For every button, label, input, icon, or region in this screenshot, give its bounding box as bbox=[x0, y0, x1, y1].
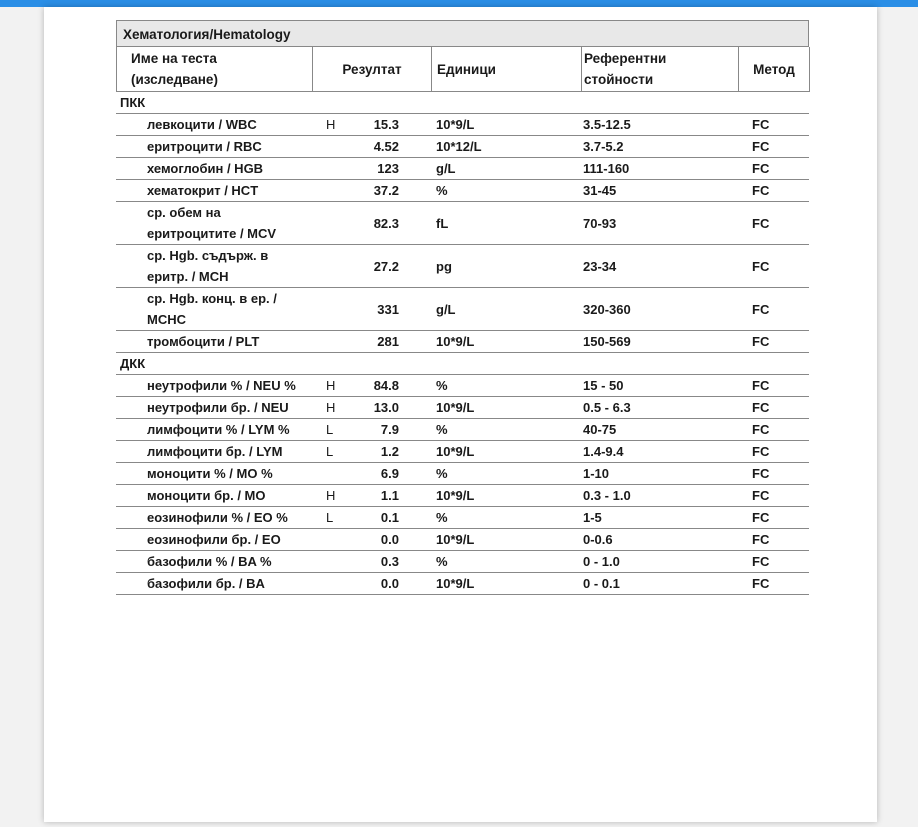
reference-cell: 23-34 bbox=[581, 245, 738, 288]
reference-cell: 40-75 bbox=[581, 419, 738, 441]
result-cell: 6.9 bbox=[352, 463, 431, 485]
unit-cell: % bbox=[431, 180, 581, 202]
test-name-cell: тромбоцити / PLT bbox=[116, 331, 312, 353]
test-name-cell: базофили бр. / BA bbox=[116, 573, 312, 595]
unit-cell: pg bbox=[431, 245, 581, 288]
result-cell: 1.1 bbox=[352, 485, 431, 507]
unit-cell: % bbox=[431, 419, 581, 441]
flag-cell bbox=[312, 463, 352, 485]
flag-cell bbox=[312, 529, 352, 551]
flag-cell bbox=[312, 202, 352, 245]
method-cell: FC bbox=[738, 245, 809, 288]
method-cell: FC bbox=[738, 463, 809, 485]
table-row bbox=[116, 158, 809, 180]
table-row bbox=[116, 419, 809, 441]
table-row bbox=[116, 331, 809, 353]
table-row bbox=[116, 397, 809, 419]
report-title: Хематология/Hematology bbox=[116, 20, 809, 47]
table-row bbox=[116, 529, 809, 551]
table-row bbox=[116, 573, 809, 595]
result-cell: 0.0 bbox=[352, 529, 431, 551]
result-cell: 0.1 bbox=[352, 507, 431, 529]
unit-cell: 10*9/L bbox=[431, 573, 581, 595]
flag-cell bbox=[312, 573, 352, 595]
result-cell: 0.3 bbox=[352, 551, 431, 573]
unit-cell: g/L bbox=[431, 158, 581, 180]
table-row bbox=[116, 463, 809, 485]
unit-cell: % bbox=[431, 375, 581, 397]
unit-cell: 10*9/L bbox=[431, 114, 581, 136]
reference-cell: 1.4-9.4 bbox=[581, 441, 738, 463]
method-cell: FC bbox=[738, 507, 809, 529]
unit-cell: 10*9/L bbox=[431, 441, 581, 463]
table-row bbox=[116, 441, 809, 463]
header-units: Единици bbox=[432, 47, 582, 92]
unit-cell: 10*12/L bbox=[431, 136, 581, 158]
result-cell: 4.52 bbox=[352, 136, 431, 158]
header-test-name: Име на теста (изследване) bbox=[117, 47, 313, 92]
reference-cell: 70-93 bbox=[581, 202, 738, 245]
flag-cell: L bbox=[312, 441, 352, 463]
test-name-cell: ср. обем на еритроцитите / MCV bbox=[116, 202, 312, 245]
test-name-cell: неутрофили % / NEU % bbox=[116, 375, 312, 397]
flag-cell bbox=[312, 288, 352, 331]
result-cell: 15.3 bbox=[352, 114, 431, 136]
flag-cell bbox=[312, 136, 352, 158]
flag-cell bbox=[312, 158, 352, 180]
test-name-cell: ср. Hgb. съдърж. в еритр. / MCH bbox=[116, 245, 312, 288]
result-cell: 281 bbox=[352, 331, 431, 353]
table-row bbox=[116, 136, 809, 158]
method-cell: FC bbox=[738, 485, 809, 507]
method-cell: FC bbox=[738, 136, 809, 158]
table-row bbox=[116, 202, 809, 245]
flag-cell bbox=[312, 180, 352, 202]
results-table bbox=[116, 92, 809, 595]
column-headers bbox=[116, 47, 810, 92]
test-name-cell: еозинофили бр. / EO bbox=[116, 529, 312, 551]
test-name-cell: лимфоцити бр. / LYM bbox=[116, 441, 312, 463]
table-row bbox=[116, 180, 809, 202]
flag-cell: H bbox=[312, 114, 352, 136]
reference-cell: 0 - 1.0 bbox=[581, 551, 738, 573]
flag-cell: H bbox=[312, 485, 352, 507]
result-cell: 37.2 bbox=[352, 180, 431, 202]
result-cell: 0.0 bbox=[352, 573, 431, 595]
method-cell: FC bbox=[738, 529, 809, 551]
table-row bbox=[116, 245, 809, 288]
test-name-cell: ср. Hgb. конц. в ер. / MCHC bbox=[116, 288, 312, 331]
result-cell: 82.3 bbox=[352, 202, 431, 245]
test-name-cell: моноцити бр. / MO bbox=[116, 485, 312, 507]
unit-cell: g/L bbox=[431, 288, 581, 331]
table-row bbox=[116, 114, 809, 136]
method-cell: FC bbox=[738, 114, 809, 136]
result-cell: 7.9 bbox=[352, 419, 431, 441]
unit-cell: 10*9/L bbox=[431, 397, 581, 419]
method-cell: FC bbox=[738, 288, 809, 331]
flag-cell: L bbox=[312, 507, 352, 529]
flag-cell bbox=[312, 245, 352, 288]
result-cell: 84.8 bbox=[352, 375, 431, 397]
reference-cell: 150-569 bbox=[581, 331, 738, 353]
table-row bbox=[116, 507, 809, 529]
reference-cell: 3.5-12.5 bbox=[581, 114, 738, 136]
top-accent-bar bbox=[0, 0, 918, 7]
table-row bbox=[116, 485, 809, 507]
section-label: ПКК bbox=[116, 92, 809, 114]
test-name-cell: левкоцити / WBC bbox=[116, 114, 312, 136]
flag-cell: H bbox=[312, 375, 352, 397]
reference-cell: 0 - 0.1 bbox=[581, 573, 738, 595]
unit-cell: fL bbox=[431, 202, 581, 245]
flag-cell: L bbox=[312, 419, 352, 441]
result-cell: 331 bbox=[352, 288, 431, 331]
reference-cell: 1-10 bbox=[581, 463, 738, 485]
document-page bbox=[44, 7, 877, 822]
result-cell: 13.0 bbox=[352, 397, 431, 419]
unit-cell: 10*9/L bbox=[431, 331, 581, 353]
reference-cell: 31-45 bbox=[581, 180, 738, 202]
test-name-cell: еритроцити / RBC bbox=[116, 136, 312, 158]
method-cell: FC bbox=[738, 441, 809, 463]
reference-cell: 111-160 bbox=[581, 158, 738, 180]
method-cell: FC bbox=[738, 573, 809, 595]
result-cell: 1.2 bbox=[352, 441, 431, 463]
reference-cell: 320-360 bbox=[581, 288, 738, 331]
method-cell: FC bbox=[738, 331, 809, 353]
unit-cell: 10*9/L bbox=[431, 529, 581, 551]
reference-cell: 15 - 50 bbox=[581, 375, 738, 397]
reference-cell: 0-0.6 bbox=[581, 529, 738, 551]
test-name-cell: моноцити % / MO % bbox=[116, 463, 312, 485]
reference-cell: 0.5 - 6.3 bbox=[581, 397, 738, 419]
section-header bbox=[116, 92, 809, 114]
test-name-cell: неутрофили бр. / NEU bbox=[116, 397, 312, 419]
flag-cell bbox=[312, 551, 352, 573]
method-cell: FC bbox=[738, 419, 809, 441]
test-name-cell: базофили % / BA % bbox=[116, 551, 312, 573]
test-name-cell: хемоглобин / HGB bbox=[116, 158, 312, 180]
result-cell: 27.2 bbox=[352, 245, 431, 288]
test-name-cell: еозинофили % / EO % bbox=[116, 507, 312, 529]
test-name-cell: хематокрит / HCT bbox=[116, 180, 312, 202]
table-row bbox=[116, 288, 809, 331]
method-cell: FC bbox=[738, 158, 809, 180]
table-row bbox=[116, 375, 809, 397]
method-cell: FC bbox=[738, 397, 809, 419]
hematology-report bbox=[116, 20, 809, 595]
reference-cell: 3.7-5.2 bbox=[581, 136, 738, 158]
section-label: ДКК bbox=[116, 353, 809, 375]
unit-cell: % bbox=[431, 551, 581, 573]
header-method: Метод bbox=[739, 47, 810, 92]
reference-cell: 0.3 - 1.0 bbox=[581, 485, 738, 507]
method-cell: FC bbox=[738, 375, 809, 397]
table-row bbox=[116, 551, 809, 573]
flag-cell bbox=[312, 331, 352, 353]
unit-cell: % bbox=[431, 463, 581, 485]
unit-cell: 10*9/L bbox=[431, 485, 581, 507]
header-result: Резултат bbox=[313, 47, 432, 92]
reference-cell: 1-5 bbox=[581, 507, 738, 529]
method-cell: FC bbox=[738, 180, 809, 202]
section-header bbox=[116, 353, 809, 375]
test-name-cell: лимфоцити % / LYM % bbox=[116, 419, 312, 441]
method-cell: FC bbox=[738, 551, 809, 573]
method-cell: FC bbox=[738, 202, 809, 245]
result-cell: 123 bbox=[352, 158, 431, 180]
header-reference: Референтни стойности bbox=[582, 47, 739, 92]
flag-cell: H bbox=[312, 397, 352, 419]
unit-cell: % bbox=[431, 507, 581, 529]
